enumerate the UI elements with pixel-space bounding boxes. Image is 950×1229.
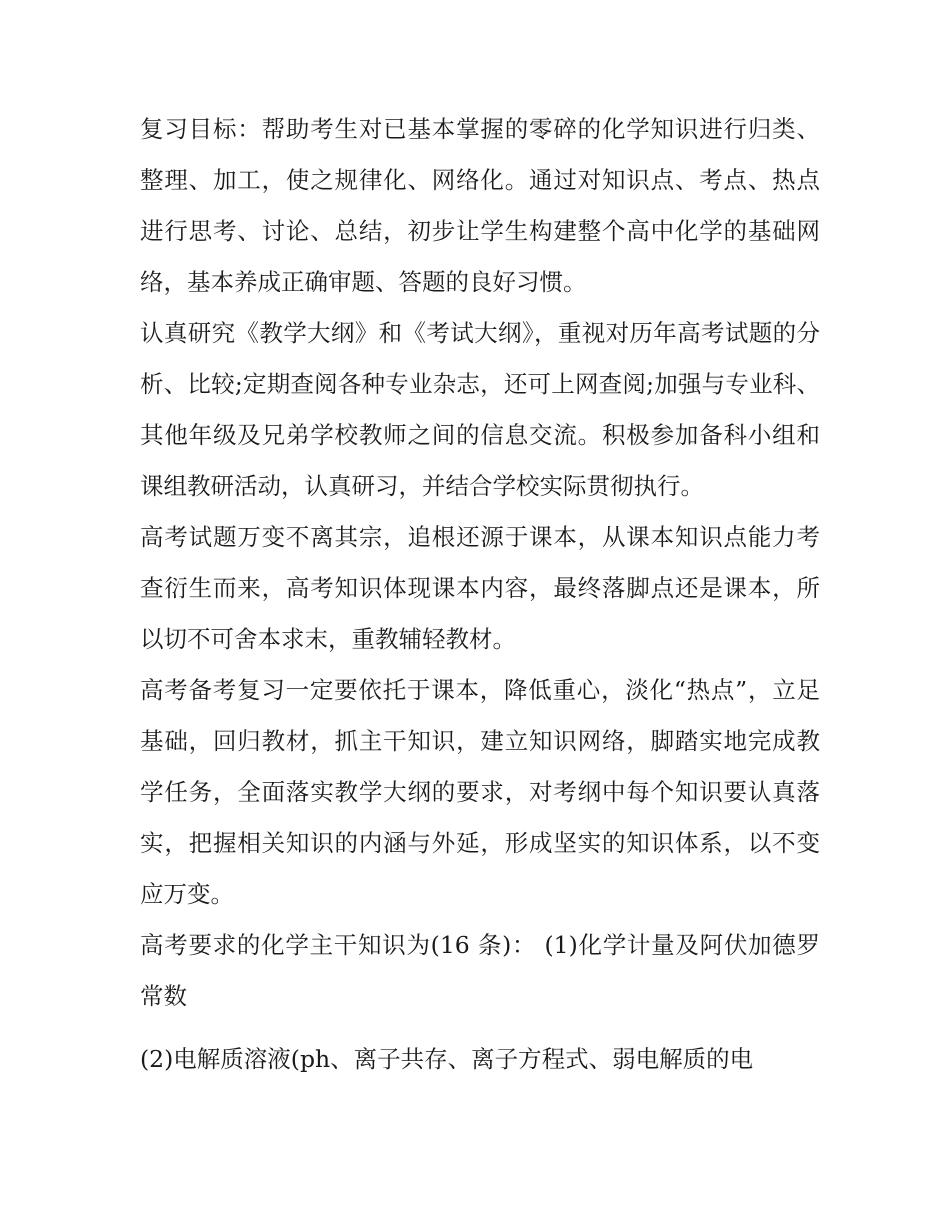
paragraph-review-strategy: 高考备考复习一定要依托于课本，降低重心，淡化“热点”，立足基础，回归教材，抓主干知识，建立知识网络，脚踏实地完成教学任务，全面落实教学大纲的要求，对考纲中每个知识要认真落实，把握相关知识的内涵与外延，形成坚实的知识体系，以不变应万变。 <box>140 676 820 908</box>
document-body <box>140 104 820 1085</box>
paragraph-textbook-origin: 高考试题万变不离其宗，追根还源于课本，从课本知识点能力考查衍生而来，高考知识体现课本内容，最终落脚点还是课本，所以切不可舍本求末，重教辅轻教材。 <box>140 523 820 653</box>
paragraph-core-knowledge: 高考要求的化学主干知识为(16 条)： (1)化学计量及阿伏加德罗常数 <box>140 931 820 1010</box>
paragraph-review-goals: 复习目标：帮助考生对已基本掌握的零碎的化学知识进行归类、整理、加工，使之规律化、网络化。通过对知识点、考点、热点进行思考、讨论、总结，初步让学生构建整个高中化学的基础网络，基本养成正确审题、答题的良好习惯。 <box>140 115 820 296</box>
paragraph-electrolyte: (2)电解质溶液(ph、离子共存、离子方程式、弱电解质的电 <box>140 1045 754 1073</box>
paragraph-study-syllabus: 认真研究《教学大纲》和《考试大纲》，重视对历年高考试题的分析、比较;定期查阅各种专业杂志，还可上网查阅;加强与专业科、其他年级及兄弟学校教师之间的信息交流。积极参加备科小组和课组教研活动，认真研习，并结合学校实际贯彻执行。 <box>140 319 820 500</box>
